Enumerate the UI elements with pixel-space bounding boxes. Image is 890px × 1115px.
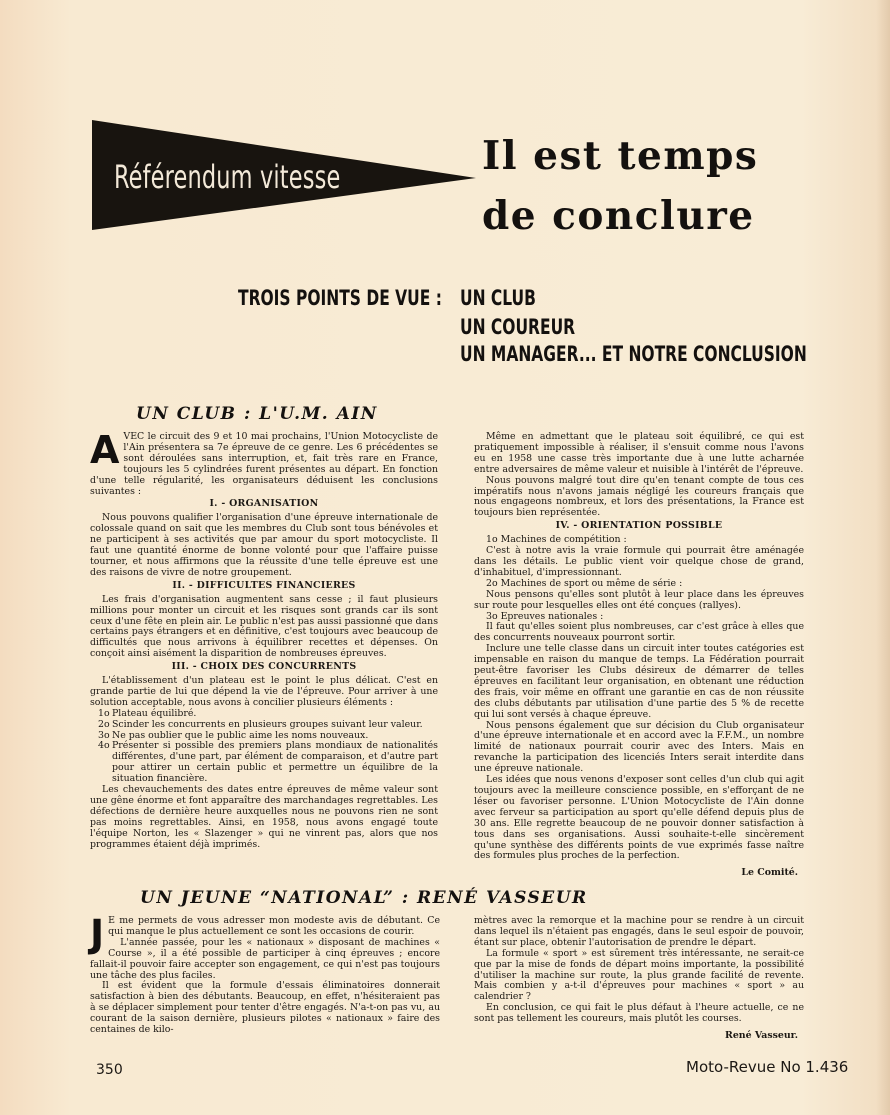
signature-comite: Le Comité. xyxy=(741,867,798,879)
section-title-club: UN CLUB : L'U.M. AIN xyxy=(136,404,378,424)
paragraph-last-year: L'année passée, pour les « nationaux » disposant de machines « Course », il a été possible de participer à cinq épreuves ; encore fallait-il pouvoir faire accepter son engagement, ce qui n'est pas toujours une tâche des plus faciles. xyxy=(90,936,440,981)
section-title-rider: UN JEUNE “NATIONAL” : RENÉ VASSEUR xyxy=(140,888,588,908)
paragraph-federation: Inclure une telle classe dans un circuit inter toutes catégories est impensable en raison du manque de temps. La Fédération pourrait peut-être favoriser les Clubs désireux de démarrer de telles épreuves en facilitant leur organisation, en obtenant une réduction des frais, voir même en offrant une garantie en cas de non réussite des clubs débutants par utilisation d'une partie des 5 % de recette qui lui sont versés à chaque épreuve. xyxy=(474,643,804,720)
title-line-1: Il est temps xyxy=(482,133,759,179)
subheading-national-events: 3o Epreuves nationales : xyxy=(486,610,604,622)
paragraph-competitors: L'établissement d'un plateau est le point le plus délicat. C'est en grande partie de lui que dépend la vie de l'épreuve. Pour arriver à une solution acceptable, nous avons à concilier plusieurs éléments : xyxy=(90,675,438,708)
paragraph-organisation: Nous pouvons qualifier l'organisation d'une épreuve internationale de colossale quand on sait que les membres du Club sont tous bénévoles et ne participent à ses activités que par amour du sport motocycliste. Il faut une quantité énorme de bonne volonté pour que l'affaire puisse tourner, et nous affirmons que la réussite d'une telle épreuve est une des raisons de vivre de notre groupement. xyxy=(90,512,438,578)
paragraph-competition-machines: C'est à notre avis la vraie formule qui pourrait être aménagée dans les détails. Le public vient voir quelque chose de grand, d'inhabituel, d'impressionnant. xyxy=(474,545,804,578)
rider-column-right xyxy=(474,916,804,1042)
subtitle-line-1: UN CLUB xyxy=(460,286,536,310)
subtitle-line-3: UN MANAGER... ET NOTRE CONCLUSION xyxy=(460,342,807,366)
subtitle-line-2: UN COUREUR xyxy=(460,315,576,339)
signature-vasseur: René Vasseur. xyxy=(725,1030,798,1042)
subheading-competition-machines: 1o Machines de compétition : xyxy=(486,534,627,546)
paragraph-national-events: Il faut qu'elles soient plus nombreuses, car c'est grâce à elles que des concurrents nouveaux pourront sortir. xyxy=(474,621,804,644)
referendum-banner xyxy=(92,120,476,230)
club-intro: VEC le circuit des 9 et 10 mai prochains, l'Union Motocycliste de l'Ain présentera sa 7e épreuve de ce genre. Les 6 précédentes se sont déroulées sans interruption, et, fait très rare en France, toujours les 5 cylindrées furent présentes au départ. En fonction d'une telle régularité, les organisateurs déduisent les conclusions suivantes : xyxy=(90,431,438,497)
paragraph-plateau: Même en admettant que le plateau soit équilibré, ce qui est pratiquement impossible à réaliser, il s'ensuit comme nous l'avons eu en 1958 une casse très importante due à une lutte acharnée entre adversaires de même valeur et nuisible à l'intérêt de l'épreuve. xyxy=(474,431,804,475)
subtitle-lead: TROIS POINTS DE VUE : xyxy=(238,286,442,310)
paragraph-sport-formula: La formule « sport » est sûrement très intéressante, ne serait-ce que par la mise de fonds de départ moins importante, la possibilité d'utiliser la machine sur route, la plus grande facilité de revente. Mais combien y a-t-il d'épreuves pour machines « sport » au calendrier ? xyxy=(474,947,804,1003)
article-title xyxy=(482,126,758,246)
list-item: 1o Plateau équilibré. xyxy=(98,707,197,719)
magazine-issue: Moto-Revue No 1.436 xyxy=(686,1058,849,1076)
heading-competitors: III. - CHOIX DES CONCURRENTS xyxy=(171,661,357,673)
banner-label: Référendum vitesse xyxy=(114,158,341,196)
page-edge-shadow xyxy=(876,0,890,1115)
rider-intro: E me permets de vous adresser mon modeste avis de débutant. Ce qui manque le plus actuellement ce sont les occasions de courir. xyxy=(108,915,440,937)
page-number: 350 xyxy=(96,1062,123,1078)
heading-financial: II. - DIFFICULTES FINANCIERES xyxy=(172,579,356,591)
list-item: 4o Présenter si possible des premiers plans mondiaux de nationalités différentes, d'une part, par élément de comparaison, et d'autre part pour attirer un certain public et permettre un équilibre de la situation financière. xyxy=(98,740,438,785)
rider-column-left xyxy=(90,912,440,1036)
paragraph-inters: Nous pensons également que sur décision du Club organisateur d'une épreuve internationale et en accord avec la F.F.M., un nombre limité de nationaux pourrait courir avec des Inters. Mais en revanche la participation des licenciés Inters serait interdite dans une épreuve nationale. xyxy=(474,719,804,775)
list-item: 2o Scinder les concurrents en plusieurs groupes suivant leur valeur. xyxy=(98,718,423,730)
paragraph-ideas: Les idées que nous venons d'exposer sont celles d'un club qui agit toujours avec la meilleure conscience possible, en s'efforçant de ne léser ou favoriser personne. L'Union Motocycliste de l'Ain donne avec ferveur sa participation au sport qu'elle défend depuis plus de 30 ans. Elle regrette beaucoup de ne pouvoir donner satisfaction à tous dans ses organisations. Aussi souhaite-t-elle sincèrement qu'une synthèse des différents points de vue exprimés fasse naître des formules plus proches de la perfection. xyxy=(474,774,804,862)
paragraph-financial: Les frais d'organisation augmentent sans cesse ; il faut plusieurs millions pour monter un circuit et les risques sont grands car ils sont ceux d'une fête en plein air. Le public n'est pas aussi passionné que dans certains pays étrangers et en définitive, c'est toujours avec beaucoup de difficultés que nous arrivons à équilibrer recettes et dépenses. On conçoit ainsi aisément la disparition de nombreuses épreuves. xyxy=(90,593,438,660)
dropcap-a: A xyxy=(90,428,120,472)
subheading-sport-machines: 2o Machines de sport ou même de série : xyxy=(486,577,683,589)
heading-organisation: I. - ORGANISATION xyxy=(209,498,319,510)
club-column-left xyxy=(90,428,438,851)
paragraph-trailer: mètres avec la remorque et la machine pour se rendre à un circuit dans lequel ils n'étaient pas engagés, dans le seul espoir de pouvoir, étant sur place, obtenir l'autorisation de prendre le départ. xyxy=(474,915,804,948)
paragraph-date-overlap: Les chevauchements des dates entre épreuves de même valeur sont une gêne énorme et font apparaître des marchandages regrettables. Les défections de dernière heure auxquelles nous ne pouvons rien ne sont pas moins regrettables. Ainsi, en 1958, nous avons engagé toute l'équipe Norton, les « Slazenger » qui ne vinrent pas, alors que nos programmes étaient déjà imprimés. xyxy=(90,784,438,850)
dropcap-j: J xyxy=(90,912,105,956)
paragraph-conclusion: En conclusion, ce qui fait le plus défaut à l'heure actuelle, ce ne sont pas tellement les coureurs, mais plutôt les courses. xyxy=(474,1002,804,1025)
title-line-2: de conclure xyxy=(482,193,755,239)
heading-orientation: IV. - ORIENTATION POSSIBLE xyxy=(555,520,723,532)
paragraph-french-riders: Nous pouvons malgré tout dire qu'en tenant compte de tous ces impératifs nous n'avons jamais négligé les coureurs français que nous engageons nombreux, et lors des présentations, la France est toujours bien représentée. xyxy=(474,474,804,519)
list-item: 3o Ne pas oublier que le public aime les noms nouveaux. xyxy=(98,729,369,741)
paragraph-sport-machines: Nous pensons qu'elles sont plutôt à leur place dans les épreuves sur route pour lesquelles elles ont été conçues (rallyes). xyxy=(474,588,804,611)
club-column-right xyxy=(474,432,804,879)
paragraph-qualifying: Il est évident que la formule d'essais éliminatoires donnerait satisfaction à bien des débutants. Beaucoup, en effet, n'hésiteraient pas à se déplacer simplement pour tenter d'être engagés. N'a-t-on pas vu, au courant de la saison dernière, plusieurs pilotes « nationaux » faire des centaines de kilo- xyxy=(90,980,440,1036)
